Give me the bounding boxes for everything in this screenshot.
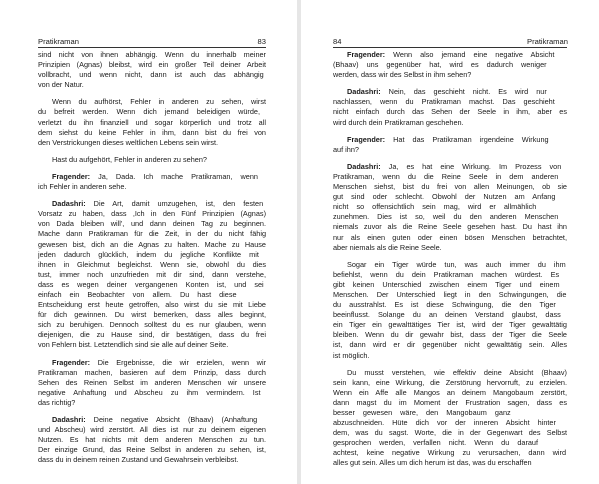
line-text: vollbracht, und wenn nicht, dann ist auch das abhängig xyxy=(38,70,264,80)
line-text: Sehen des Reinen Selbst im anderen Menschen wir unsere xyxy=(38,377,266,387)
text-line xyxy=(333,290,567,300)
line-text: Du musst verstehen, wie effektiv deine Absicht (Bhaav) xyxy=(347,367,567,377)
text-line xyxy=(333,87,567,97)
text-line xyxy=(38,240,266,250)
line-text: verletzt du ihn finanziell und sogar körperlich und trotz all xyxy=(38,117,266,127)
line-text: Der einzige Grund, das Reine Selbst in anderen zu sehen, ist, xyxy=(38,445,266,455)
text-line xyxy=(333,233,567,243)
text-line xyxy=(38,368,266,378)
paragraph xyxy=(333,368,567,469)
paragraph xyxy=(38,415,266,465)
paragraph-gap xyxy=(333,361,567,368)
page-number: 83 xyxy=(257,37,266,46)
text-line xyxy=(333,330,567,340)
text-line xyxy=(38,182,266,192)
header-title: Pratikraman xyxy=(38,37,79,46)
line-text: nicht einfach durch das Sehen der Seele in ihm, aber es xyxy=(333,107,567,117)
text-line xyxy=(333,192,567,202)
speaker-label: Dadashri: xyxy=(52,199,86,209)
text-line xyxy=(38,199,266,209)
line-text: negative Anhaftung und Abscheu zu ihm vermindern. Ist xyxy=(38,387,261,397)
line-text: ist möglich. xyxy=(333,350,370,360)
text-line xyxy=(333,398,567,408)
text-line xyxy=(333,162,567,172)
speaker-label: Dadashri: xyxy=(347,161,381,171)
text-line xyxy=(333,182,567,192)
speaker-label: Fragender: xyxy=(347,134,386,144)
line-text: und Abscheu) wird zerstört. All dies ist nur zu deinem eigenen xyxy=(38,425,266,435)
line-text: achtest, keine negative Wirkung zu verursachen, dann wird xyxy=(333,448,567,458)
line-text: Nein, das geschieht nicht. Es wird nur xyxy=(380,87,547,97)
line-text: Ja, Dada. Ich mache Pratikraman, wenn xyxy=(90,171,258,181)
line-text: gibt keinen Unterschied zwischen einem Tiger und einem xyxy=(333,279,560,289)
line-text: dann magst du im Moment der Frustration sagen, dass es xyxy=(333,397,567,407)
speaker-label: Fragender: xyxy=(52,357,91,367)
page-body xyxy=(333,50,567,469)
line-text: für dich gewinnen. Du wirst bemerken, dass alles beginnt, xyxy=(38,310,266,320)
text-line xyxy=(38,97,266,107)
line-text: diejenigen, die zu Hause sind, dir bestätigen, dass du frei xyxy=(38,330,266,340)
text-line xyxy=(38,70,266,80)
text-line xyxy=(333,320,567,330)
paragraph-gap xyxy=(38,165,266,172)
text-line xyxy=(38,155,266,165)
line-text: Wenn du aufhörst, Fehler in anderen zu sehen, wirst xyxy=(52,97,266,107)
text-line xyxy=(38,138,266,148)
line-text: ich Fehler in anderen sehe. xyxy=(38,182,127,192)
line-text: sind nicht von ihnen abhängig. Wenn du innerhalb meiner xyxy=(38,50,266,59)
speaker-label: Dadashri: xyxy=(52,415,86,424)
paragraph-gap xyxy=(38,148,266,155)
text-line xyxy=(333,310,567,320)
text-line xyxy=(333,212,567,222)
line-text: nicht so offensichtlich sein mag, wird er allmählich xyxy=(333,202,537,212)
text-line xyxy=(38,107,266,117)
line-text: dass du in deinem reinen Zustand und Gewahrsein verbleibst. xyxy=(38,455,239,465)
header-rule xyxy=(38,47,266,48)
line-text: Entscheidung erst heute getroffen, also wirst du sie mit Liebe xyxy=(38,300,266,310)
line-text: befiehlst, wenn du dein Pratikraman machen würdest. Es xyxy=(333,269,560,279)
text-line xyxy=(38,425,266,435)
text-line xyxy=(38,445,266,455)
text-line xyxy=(333,145,567,155)
line-text: den Verstrickungen dieses weltlichen Lebens sein wirst. xyxy=(38,137,219,147)
text-line xyxy=(38,280,266,290)
text-line xyxy=(38,128,266,138)
paragraph-gap xyxy=(38,408,266,415)
line-text: aber niemals als die Reine Seele. xyxy=(333,242,442,252)
line-text: nachlassen, wenn du Pratikraman machst. Das geschieht xyxy=(333,97,555,107)
text-line xyxy=(38,455,266,465)
text-line xyxy=(333,50,567,60)
line-text: werden, dass wir des Selbst in ihm sehen? xyxy=(333,70,472,80)
line-text: Wenn ein Affe alle Mangos an deinem Mangobaum zerstört, xyxy=(333,387,567,397)
line-text: wird durch dein Pratikraman geschehen. xyxy=(333,117,464,127)
text-line xyxy=(38,398,266,408)
paragraph-gap xyxy=(333,80,567,87)
paragraph xyxy=(333,162,567,253)
line-text: ist, dann wird er dir gegenüber nicht gewalttätig sein. Alles xyxy=(333,340,567,350)
paragraph xyxy=(333,135,567,155)
line-text: alles gut sein. Alles um dich herum ist das, was du erschaffen xyxy=(333,458,532,468)
line-text: das richtig? xyxy=(38,397,76,407)
line-text: Pratikraman, wenn du die Reine Seele in dem anderen xyxy=(333,171,559,181)
left-page xyxy=(0,0,297,484)
text-line xyxy=(38,310,266,320)
paragraph-gap xyxy=(38,90,266,97)
line-text: von Dada bleiben will', und dann deinen Tag zu beginnen. xyxy=(38,219,266,229)
line-text: Menschen. Der Unterschied liegt in den Schwingungen, die xyxy=(333,289,567,299)
text-line xyxy=(38,435,266,445)
text-line xyxy=(38,118,266,128)
line-text: von Fehlern bist. Letztendlich sind sie alle auf deiner Seite. xyxy=(38,340,229,350)
paragraph xyxy=(333,260,567,361)
text-line xyxy=(333,280,567,290)
text-line xyxy=(38,50,266,60)
line-text: ihnen in Gleichmut begleichst. Wenn sie, obwohl du dies xyxy=(38,259,266,269)
text-line xyxy=(333,60,567,70)
text-line xyxy=(333,222,567,232)
line-text: gewesen bist, dich an die Agnas zu halten. Mache zu Hause xyxy=(38,239,266,249)
page-body xyxy=(38,50,266,465)
text-line xyxy=(38,415,266,425)
text-line xyxy=(38,340,266,350)
text-line xyxy=(333,300,567,310)
text-line xyxy=(333,458,567,468)
speaker-label: Fragender: xyxy=(52,171,91,181)
right-page xyxy=(301,0,599,484)
text-line xyxy=(333,378,567,388)
text-line xyxy=(38,229,266,239)
text-line xyxy=(38,60,266,70)
line-text: (Bhaav) uns gegenüber hat, wird es dadurch weniger xyxy=(333,60,547,70)
text-line xyxy=(333,135,567,145)
text-line xyxy=(38,80,266,90)
text-line xyxy=(333,243,567,253)
text-line xyxy=(38,219,266,229)
line-text: jeden dadurch glücklich, indem du jegliche Konflikte mit xyxy=(38,249,259,259)
text-line xyxy=(38,250,266,260)
text-line xyxy=(38,330,266,340)
text-line xyxy=(38,290,266,300)
paragraph-gap xyxy=(333,155,567,162)
line-text: dass es wegen deiner vergangenen Konten ist, und sei xyxy=(38,279,264,289)
text-line xyxy=(38,358,266,368)
text-line xyxy=(333,260,567,270)
line-text: Die Ergebnisse, die wir erzielen, wenn wir xyxy=(90,357,266,367)
text-line xyxy=(38,388,266,398)
text-line xyxy=(333,368,567,378)
text-line xyxy=(333,428,567,438)
text-line xyxy=(333,340,567,350)
text-line xyxy=(38,378,266,388)
text-line xyxy=(333,388,567,398)
page-number: 84 xyxy=(333,37,342,46)
line-text: niemals zuvor als die Reine Seele gesehen hast. Du hast ihn xyxy=(333,222,567,232)
paragraph xyxy=(333,50,567,80)
paragraph xyxy=(38,358,266,408)
text-line xyxy=(333,97,567,107)
line-text: Sogar ein Tiger würde tun, was auch immer du ihm xyxy=(347,259,566,269)
paragraph-gap xyxy=(333,128,567,135)
text-line xyxy=(333,270,567,280)
text-line xyxy=(38,260,266,270)
paragraph xyxy=(38,172,266,192)
text-line xyxy=(38,270,266,280)
line-text: Prinzipien (Agnas) bleibst, wird ein großer Teil deiner Arbeit xyxy=(38,60,266,70)
line-text: dem, was du sagst. Worte, die in der Gegenwart des Selbst xyxy=(333,428,567,438)
speaker-label: Fragender: xyxy=(347,50,386,59)
line-text: auf ihn? xyxy=(333,144,359,154)
line-text: Nutzen. Es hat nichts mit dem anderen Menschen zu tun. xyxy=(38,435,266,445)
line-text: ein Tiger ein gewalttätiges Tier ist, wird der Tiger gewalttätig xyxy=(333,320,567,330)
text-line xyxy=(333,418,567,428)
text-line xyxy=(333,172,567,182)
line-text: Pratikraman machen, basieren auf dem Prinzip, dass durch xyxy=(38,367,266,377)
text-line xyxy=(333,448,567,458)
line-text: Vorsatz zu haben, dass ,Ich in den Fünf Prinzipien (Agnas) xyxy=(38,209,266,219)
line-text: Hat das Pratikraman irgendeine Wirkung xyxy=(385,134,549,144)
text-line xyxy=(333,408,567,418)
paragraph xyxy=(38,155,266,165)
line-text: Deine negative Absicht (Bhaav) (Anhaftung xyxy=(85,415,258,424)
line-text: gut sind oder schlecht. Obwohl der Nutzen am Anfang xyxy=(333,192,556,202)
line-text: nur als einen guten oder einen bösen Menschen betrachtet, xyxy=(333,232,567,242)
line-text: besser gewesen wäre, den Mangobaum ganz xyxy=(333,408,511,417)
line-text: Wenn also jemand eine negative Absicht xyxy=(385,50,555,59)
line-text: sein kann, eine Wirkung, die Zerstörung hervorruft, zu erzielen. xyxy=(333,377,567,387)
line-text: von der Natur. xyxy=(38,80,84,90)
line-text: beeinflusst. Solange du an deinen Verstand glaubst, dass xyxy=(333,310,561,320)
line-text: einfach ein Beobachter von allem. Du hast diese xyxy=(38,289,237,299)
text-line xyxy=(38,320,266,330)
text-line xyxy=(333,118,567,128)
speaker-label: Dadashri: xyxy=(347,87,381,97)
line-text: gesprochen werden, verfallen nicht. Wenn du darauf xyxy=(333,438,539,448)
line-text: dem siehst du keine Fehler in ihm, dann bist du frei von xyxy=(38,127,266,137)
line-text: Hast du aufgehört, Fehler in anderen zu sehen? xyxy=(52,154,207,164)
text-line xyxy=(333,202,567,212)
paragraph-gap xyxy=(333,253,567,260)
paragraph xyxy=(38,50,266,90)
line-text: Ja, es hat eine Wirkung. Im Prozess von xyxy=(380,161,562,171)
line-text: sich zu beruhigen. Dennoch solltest du es nur glauben, wenn xyxy=(38,320,266,330)
paragraph xyxy=(333,87,567,127)
text-line xyxy=(333,351,567,361)
text-line xyxy=(38,300,266,310)
paragraph xyxy=(38,199,266,350)
text-line xyxy=(38,209,266,219)
line-text: du befreit werden. Wenn dich jemand beleidigen würde, xyxy=(38,107,260,117)
line-text: Mache dann Pratikraman für die Zeit, in der du nicht fähig xyxy=(38,229,266,239)
line-text: Menschen siehst, bist du frei von allen Meinungen, ob sie xyxy=(333,182,567,192)
header-rule xyxy=(333,47,567,48)
line-text: abzuschneiden. Hüte dich vor der inneren Absicht hinter xyxy=(333,418,556,428)
paragraph-gap xyxy=(38,351,266,358)
paragraph xyxy=(38,97,266,147)
text-line xyxy=(38,172,266,182)
text-line xyxy=(333,70,567,80)
paragraph-gap xyxy=(38,192,266,199)
line-text: Die Art, damit umzugehen, ist, den festen xyxy=(85,199,264,209)
line-text: bleiben. Wenn du dir gewahr bist, dass der Tiger die Seele xyxy=(333,330,567,340)
text-line xyxy=(333,438,567,448)
text-line xyxy=(333,107,567,117)
line-text: du ausstrahlst. Es ist diese Schwingung, die den Tiger xyxy=(333,300,556,310)
header-title: Pratikraman xyxy=(527,37,568,46)
line-text: zunehmen. Dies ist so, weil du den anderen Menschen xyxy=(333,212,559,222)
line-text: tust, immer noch unzufrieden mit dir sind, dann verstehe, xyxy=(38,269,266,279)
